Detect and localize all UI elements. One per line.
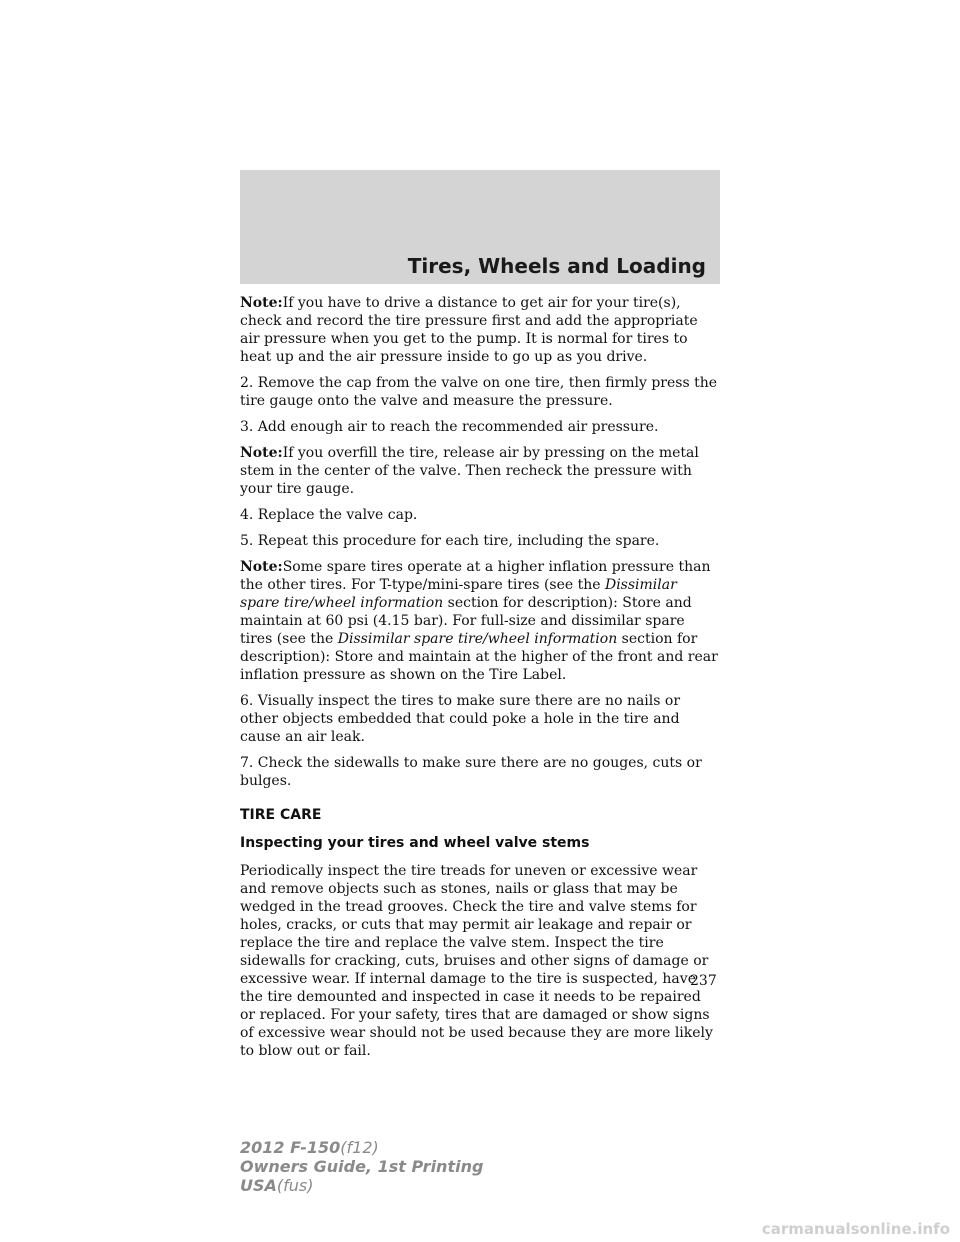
page-content [240,294,720,1068]
footer-line-1 [240,1138,483,1157]
note-label: Note: [240,445,283,461]
watermark: carmanualsonline.info [761,1220,950,1238]
step-2: 2. Remove the cap from the valve on one tire, then firmly press the tire gauge onto the valve and measure the pressure. [240,375,718,409]
footer-model: 2012 F-150 [240,1138,341,1157]
footer [240,1138,483,1195]
note-label: Note: [240,559,283,575]
note-text: section for description): Store and maintain at the higher of the front and rear inflation pressure as shown on the Tire Label. [240,631,718,683]
cross-reference: Dissimilar spare tire/wheel information [240,577,677,611]
cross-reference: Dissimilar spare tire/wheel information [337,631,618,647]
subsection-heading: Inspecting your tires and wheel valve stems [240,835,590,851]
note-text: section for description): Store and maintain at 60 psi (4.15 bar). For full-size and dissimilar spare tires (see the [240,595,692,647]
footer-market: USA [240,1176,277,1195]
step-4: 4. Replace the valve cap. [240,507,418,523]
footer-market-code: (fus) [276,1176,314,1195]
note-paragraph [240,558,720,684]
footer-model-code: (f12) [340,1138,379,1157]
note-text: If you overfill the tire, release air by pressing on the metal stem in the center of the valve. Then recheck the pressure with your tire gauge. [240,445,699,497]
step-5: 5. Repeat this procedure for each tire, including the spare. [240,533,660,549]
step-3: 3. Add enough air to reach the recommended air pressure. [240,419,659,435]
header-band [240,170,720,284]
footer-guide: Owners Guide, 1st Printing [240,1157,484,1176]
section-heading: TIRE CARE [240,807,322,823]
note-paragraph [240,444,720,498]
note-paragraph [240,294,720,366]
step-7: 7. Check the sidewalls to make sure there are no gouges, cuts or bulges. [240,755,702,789]
note-text: If you have to drive a distance to get air for your tire(s), check and record the tire pressure first and add the appropriate air pressure when you get to the pump. It is normal for tires to heat up and the air pressure inside to go up as you drive. [240,295,698,365]
note-label: Note: [240,295,283,311]
page-title: Tires, Wheels and Loading [407,254,706,278]
step-6: 6. Visually inspect the tires to make sure there are no nails or other objects embedded that could poke a hole in the tire and cause an air leak. [240,693,681,745]
footer-line-2 [240,1157,483,1176]
body-paragraph: Periodically inspect the tire treads for uneven or excessive wear and remove objects such as stones, nails or glass that may be wedged in the tread grooves. Check the tire and valve stems for holes, cracks, or cuts that may permit air leakage and repair or replace the tire and replace the valve stem. Inspect the tire sidewalls for cracking, cuts, bruises and other signs of damage or excessive wear. If internal damage to the tire is suspected, have the tire demounted and inspected in case it needs to be repaired or replaced. For your safety, tires that are damaged or show signs of excessive wear should not be used because they are more likely to blow out or fail. [240,863,713,1059]
note-text: Some spare tires operate at a higher inflation pressure than the other tires. For T-type/mini-spare tires (see the [240,559,711,593]
page-number: 237 [690,973,717,989]
footer-line-3 [240,1176,483,1195]
